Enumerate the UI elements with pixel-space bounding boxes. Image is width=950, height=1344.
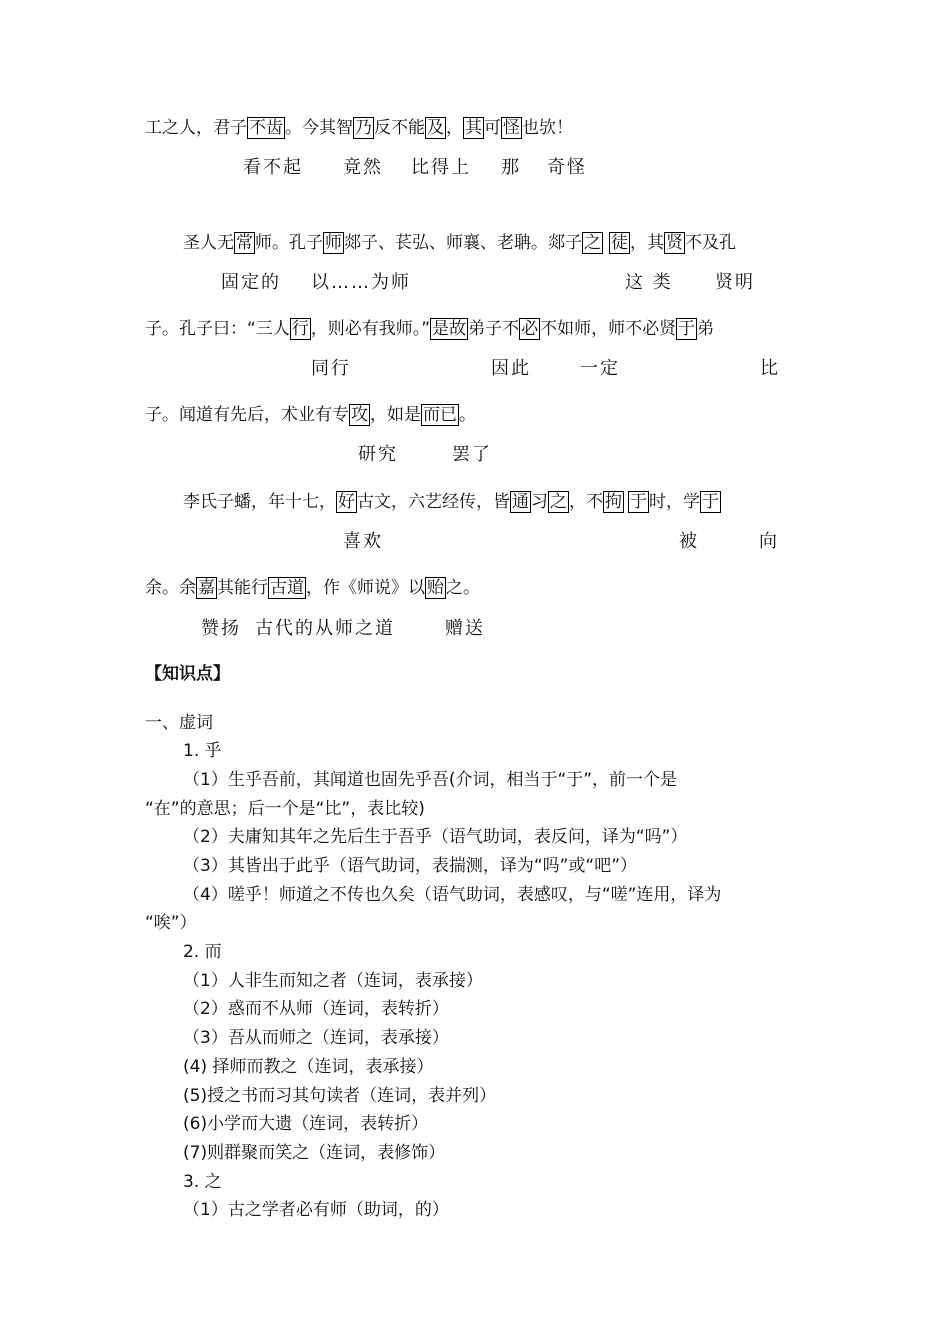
gloss-3-0: 同行 <box>311 358 351 379</box>
gloss-5-1: 被 <box>679 531 699 552</box>
item-title-zhi: 3. 之 <box>183 1172 222 1192</box>
gloss-5-0: 喜欢 <box>343 531 383 552</box>
boxed-word: 徒 <box>611 233 628 253</box>
gloss-4-0: 研究 <box>358 444 398 465</box>
text: 李氏子蟠，年十七， <box>183 492 336 512</box>
text: 也欤！ <box>522 118 573 138</box>
boxed-word: 通 <box>512 492 529 512</box>
boxed-word: 贤 <box>666 233 683 253</box>
text: 反不能 <box>374 118 425 138</box>
boxed-word: 乃 <box>355 118 372 138</box>
hu-1a: （1）生乎吾前，其闻道也固先乎吾(介词，相当于“于”，前一个是 <box>183 770 678 790</box>
boxed-word: 攻 <box>351 405 368 425</box>
gloss-4-1: 罢了 <box>452 444 492 465</box>
boxed-word: 不齿 <box>249 118 283 138</box>
gloss-2-1: 以……为师 <box>311 272 411 293</box>
text: 习 <box>531 492 548 512</box>
text: 可 <box>484 118 501 138</box>
text: ，不 <box>569 492 603 512</box>
text: 时，学 <box>649 492 700 512</box>
passage-line-6 <box>145 577 480 599</box>
gloss-3-3: 比 <box>760 358 780 379</box>
gloss-2-3: 贤明 <box>715 272 755 293</box>
er-1: （1）人非生而知之者（连词，表承接） <box>183 971 483 991</box>
gloss-1-2: 比得上 <box>411 157 471 178</box>
hu-4a: （4）嗟乎！师道之不传也久矣（语气助词，表感叹，与“嗟”连用，译为 <box>183 885 722 905</box>
text: 工之人，君子 <box>145 118 247 138</box>
text: 不及孔 <box>685 233 736 253</box>
gloss-6-0: 赞扬 <box>201 618 241 639</box>
boxed-word: 师 <box>325 233 342 253</box>
gloss-1-4: 奇怪 <box>547 157 587 178</box>
gloss-3-2: 一定 <box>580 358 620 379</box>
zhi-1: （1）古之学者必有师（助词，的） <box>183 1200 449 1220</box>
gloss-2-0: 固定的 <box>221 272 281 293</box>
text: 。 <box>459 405 476 425</box>
hu-1b: “在”的意思；后一个是“比”，表比较) <box>145 799 425 819</box>
text: ，其 <box>630 233 664 253</box>
text: 其能行 <box>217 578 268 598</box>
boxed-word: 常 <box>236 233 253 253</box>
gloss-6-2: 赠送 <box>445 618 485 639</box>
text: ，则必有我师。” <box>310 319 431 339</box>
er-2: （2）惑而不从师（连词，表转折） <box>183 999 449 1019</box>
hu-3: （3）其皆出于此乎（语气助词，表揣测，译为“吗”或“吧”） <box>183 856 638 876</box>
item-title-er: 2. 而 <box>183 942 222 962</box>
passage-line-5 <box>183 491 721 513</box>
gloss-3-1: 因此 <box>491 358 531 379</box>
boxed-word: 于 <box>702 492 719 512</box>
boxed-word: 拘 <box>605 492 622 512</box>
text: 弟 <box>697 319 715 339</box>
text: 郯子、苌弘、师襄、老聃。郯子 <box>344 233 582 253</box>
text: ， <box>446 118 463 138</box>
boxed-word: 古道 <box>270 578 304 598</box>
gloss-1-0: 看不起 <box>243 157 303 178</box>
gloss-1-3: 那 <box>501 157 521 178</box>
text: 圣人无 <box>183 233 234 253</box>
er-4: (4) 择师而教之（连词，表承接） <box>183 1057 434 1077</box>
gloss-2-2: 这 类 <box>625 272 673 293</box>
er-3: （3）吾从而师之（连词，表承接） <box>183 1028 449 1048</box>
boxed-word: 好 <box>338 492 355 512</box>
text: 子。闻道有先后，术业有专 <box>145 405 349 425</box>
hu-2: （2）夫庸知其年之先后生于吾乎（语气助词，表反问，译为“吗”） <box>183 827 688 847</box>
item-title-hu: 1. 乎 <box>183 741 222 761</box>
boxed-word: 而已 <box>423 405 457 425</box>
knowledge-heading: 【知识点】 <box>145 664 230 684</box>
text: ，作《师说》以 <box>306 578 425 598</box>
text: 余。余 <box>145 578 196 598</box>
gloss-5-2: 向 <box>759 531 779 552</box>
er-5: (5)授之书而习其句读者（连词，表并列） <box>183 1086 497 1106</box>
boxed-word: 嘉 <box>198 578 215 598</box>
boxed-word: 其 <box>465 118 482 138</box>
boxed-word: 是故 <box>432 319 467 339</box>
passage-line-3 <box>145 318 714 340</box>
text: 弟子不 <box>468 319 520 339</box>
gloss-6-1: 古代的从师之道 <box>255 618 395 639</box>
passage-line-1 <box>145 117 573 139</box>
boxed-word: 及 <box>427 118 444 138</box>
er-6: (6)小学而大遗（连词，表转折） <box>183 1114 429 1134</box>
er-7: (7)则群聚而笑之（连词，表修饰） <box>183 1143 446 1163</box>
boxed-word: 于 <box>678 319 696 339</box>
gloss-1-1: 竟然 <box>343 157 383 178</box>
boxed-word: 必 <box>521 319 539 339</box>
text: 子。孔子曰：“三人 <box>145 319 290 339</box>
passage-line-2 <box>183 232 736 254</box>
text: 师。孔子 <box>255 233 323 253</box>
text: 之。 <box>446 578 480 598</box>
hu-4b: “唉”） <box>145 913 197 933</box>
passage-line-4 <box>145 404 476 426</box>
text: 不如师，师不必贤 <box>540 319 677 339</box>
boxed-word: 之 <box>584 233 601 253</box>
boxed-word: 贻 <box>427 578 444 598</box>
text: 。今其智 <box>285 118 353 138</box>
text: 古文，六艺经传，皆 <box>357 492 510 512</box>
boxed-word: 行 <box>291 319 309 339</box>
boxed-word: 怪 <box>503 118 520 138</box>
boxed-word: 于 <box>630 492 647 512</box>
text: ，如是 <box>370 405 421 425</box>
section-title: 一、虚词 <box>145 713 213 733</box>
boxed-word: 之 <box>550 492 567 512</box>
